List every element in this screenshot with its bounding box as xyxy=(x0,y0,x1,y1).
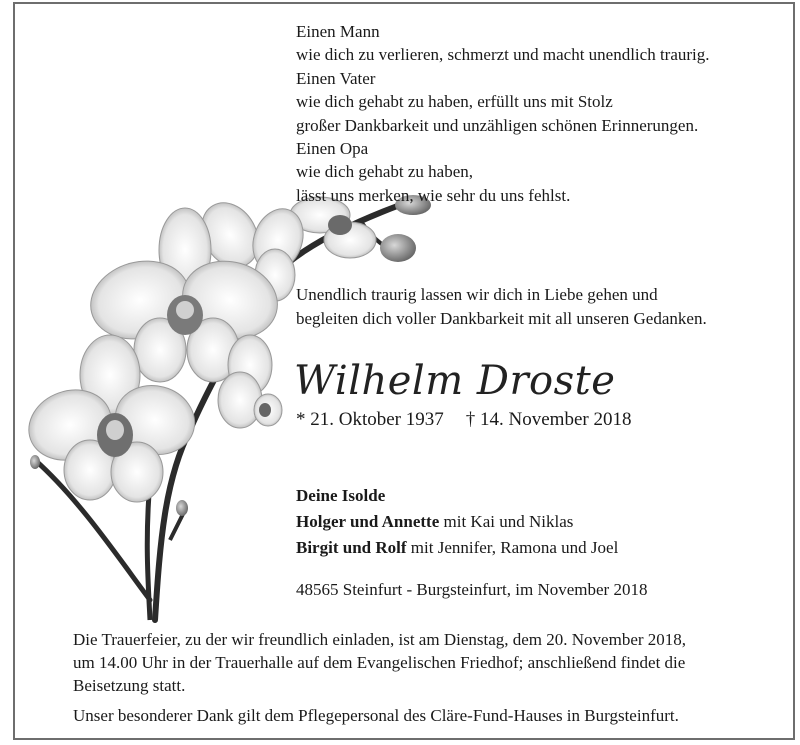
place-date: 48565 Steinfurt - Burgsteinfurt, im November 2018 xyxy=(296,580,648,599)
family-members: mit Kai und Niklas xyxy=(439,512,574,531)
intro-line: begleiten dich voller Dankbarkeit mit all unseren Gedanken. xyxy=(296,309,707,328)
service-line: Die Trauerfeier, zu der wir freundlich einladen, ist am Dienstag, dem 20. November 2018, xyxy=(73,630,687,649)
poem-line: lässt uns merken, wie sehr du uns fehlst. xyxy=(296,185,571,205)
intro-text xyxy=(296,283,707,331)
deceased-name: Wilhelm Droste xyxy=(294,358,616,404)
poem-line: wie dich gehabt zu haben, xyxy=(296,162,474,182)
intro-line: Unendlich traurig lassen wir dich in Liebe gehen und xyxy=(296,285,658,304)
family-name: Holger und Annette xyxy=(296,512,440,531)
family-signatures xyxy=(296,483,618,561)
family-line xyxy=(296,509,618,535)
poem-line: wie dich gehabt zu haben, erfüllt uns mit Stolz xyxy=(296,92,613,112)
family-name: Deine Isolde xyxy=(296,486,386,505)
poem-line: Einen Vater xyxy=(296,68,376,88)
funeral-service-info xyxy=(73,628,686,697)
poem-line: großer Dankbarkeit und unzähligen schönen Erinnerungen. xyxy=(296,115,699,135)
thanks-note: Unser besonderer Dank gilt dem Pflegepersonal des Cläre-Fund-Hauses in Burgsteinfurt. xyxy=(73,706,679,725)
poem-line: wie dich zu verlieren, schmerzt und macht unendlich traurig. xyxy=(296,45,710,65)
life-dates xyxy=(296,409,631,431)
family-line xyxy=(296,483,618,509)
poem xyxy=(296,20,710,207)
death-date: † 14. November 2018 xyxy=(465,409,632,430)
poem-line: Einen Mann xyxy=(296,22,380,41)
service-line: um 14.00 Uhr in der Trauerhalle auf dem Evangelischen Friedhof; anschließend findet die xyxy=(73,653,686,672)
family-name: Birgit und Rolf xyxy=(296,538,407,557)
birth-date: * 21. Oktober 1937 xyxy=(296,409,444,430)
poem-line: Einen Opa xyxy=(296,139,369,159)
family-line xyxy=(296,535,618,561)
service-line: Beisetzung statt. xyxy=(73,676,186,695)
family-members: mit Jennifer, Ramona und Joel xyxy=(406,538,619,557)
